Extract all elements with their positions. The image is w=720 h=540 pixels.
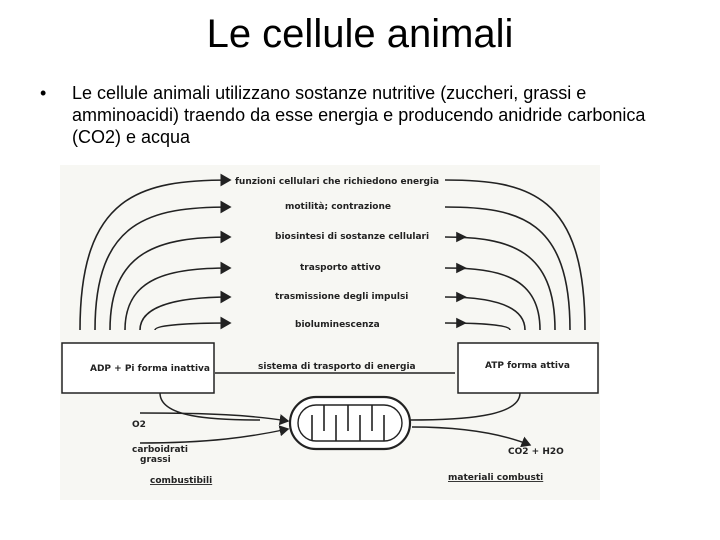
inputs-label-2: grassi — [140, 455, 171, 465]
label-function-5: bioluminescenza — [295, 320, 380, 330]
bullet-text: Le cellule animali utilizzano sostanze nutritive (zuccheri, grassi e amminoacidi) traendo da esse energia e producendo anidride carbonica (CO2) e acqua — [72, 83, 646, 147]
fuels-label: combustibili — [150, 476, 213, 486]
energy-diagram — [60, 165, 720, 505]
center-label: sistema di trasporto di energia — [258, 362, 416, 372]
atp-label: ATP forma attiva — [485, 361, 570, 371]
diagram-canvas — [60, 165, 720, 505]
outputs-label: CO2 + H2O — [508, 447, 564, 457]
label-function-2: biosintesi di sostanze cellulari — [275, 232, 430, 242]
label-function-4: trasmissione degli impulsi — [275, 292, 409, 302]
o2-label: O2 — [132, 420, 146, 430]
bullet-symbol: • — [40, 83, 47, 103]
label-header: funzioni cellulari che richiedono energia — [235, 177, 440, 187]
inputs-label-1: carboidrati — [132, 445, 188, 455]
burned-label: materiali combusti — [448, 473, 544, 483]
slide-title: Le cellule animali — [206, 12, 514, 56]
mitochondrion — [290, 397, 410, 449]
adp-label: ADP + Pi forma inattiva — [90, 364, 210, 374]
label-function-3: trasporto attivo — [300, 263, 381, 273]
label-function-1: motilità; contrazione — [285, 202, 391, 212]
